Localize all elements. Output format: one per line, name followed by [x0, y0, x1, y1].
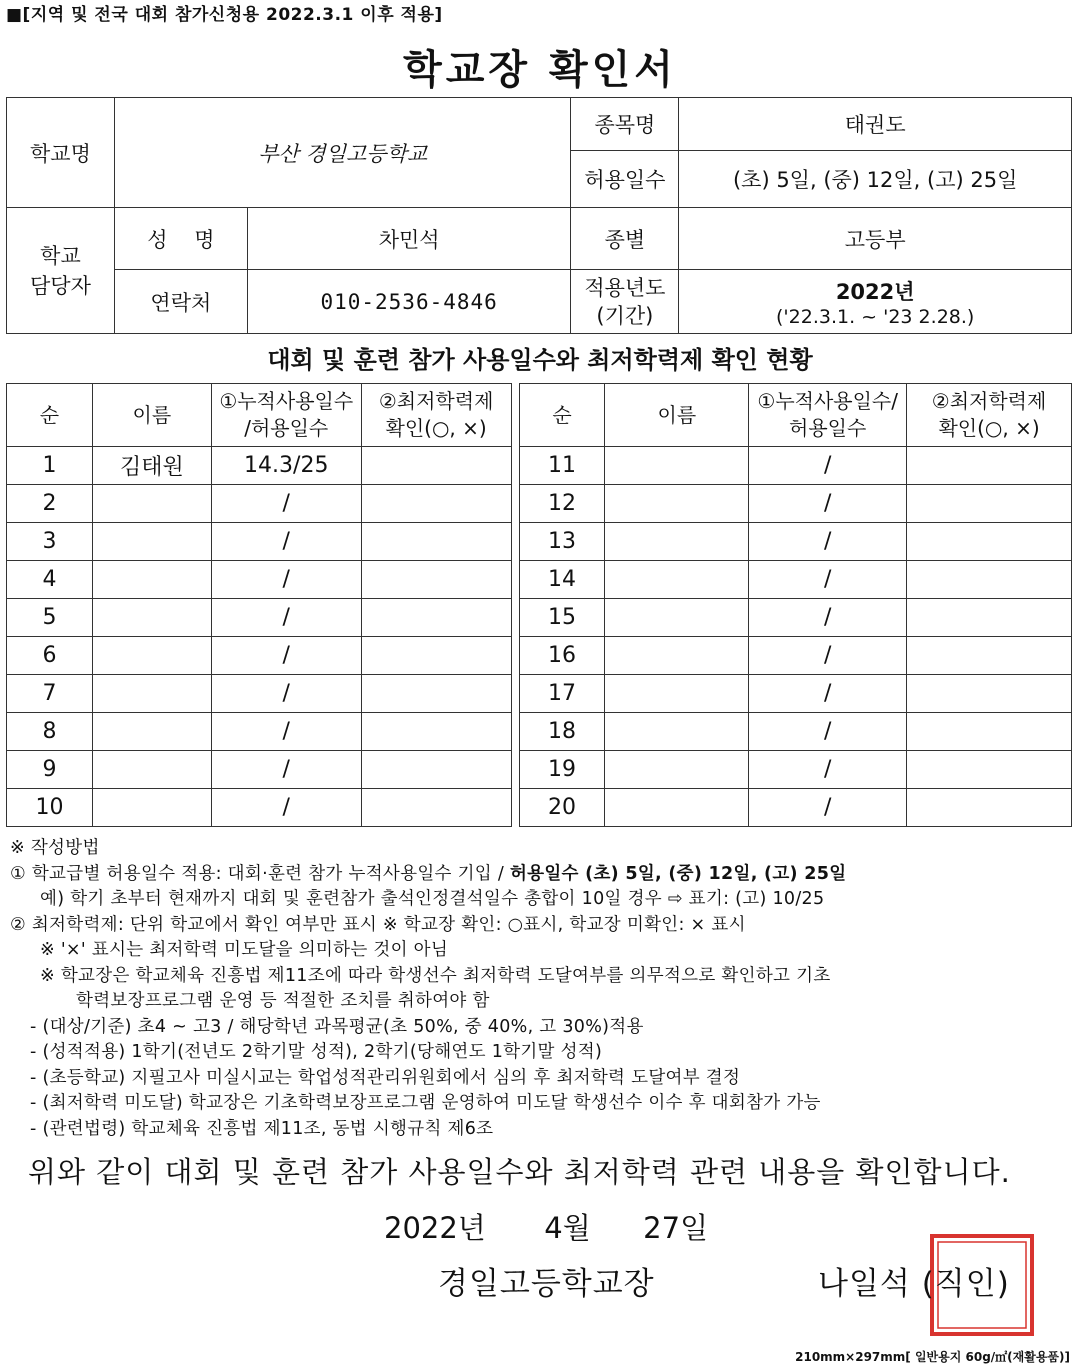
row-number-left: 6 [7, 637, 93, 675]
row-days-left: / [211, 523, 361, 561]
participant-table [6, 383, 1072, 827]
row-min-right [907, 789, 1072, 827]
school-info-table [6, 97, 1072, 334]
table-row [7, 751, 1072, 789]
row-name-right [605, 561, 749, 599]
detail-5: - (관련법령) 학교체육 진흥법 제11조, 동법 시행규칙 제6조 [30, 1118, 494, 1139]
row-name-left [92, 485, 211, 523]
row-number-left: 3 [7, 523, 93, 561]
row-name-right [605, 713, 749, 751]
table-gap [511, 561, 519, 599]
date-day: 27일 [643, 1211, 709, 1245]
date-month: 4월 [544, 1211, 591, 1245]
detail-3: - (초등학교) 지필고사 미실시교는 학업성적관리위원회에서 심의 후 최저학력 도달여부 결정 [30, 1067, 741, 1088]
table-gap [511, 599, 519, 637]
allowed-days-label: 허용일수 [571, 151, 679, 208]
row-min-right [907, 447, 1072, 485]
detail-2: - (성적적용) 1학기(전년도 2학기말 성적), 2학기(당해연도 1학기말 성적) [30, 1042, 603, 1062]
row-number-right: 15 [519, 599, 605, 637]
table-gap [511, 637, 519, 675]
note-2-a: ※ '×' 표시는 최저학력 미도달을 의미하는 것이 아님 [40, 940, 449, 960]
row-days-right: / [749, 713, 907, 751]
year-value: 2022년 [835, 279, 915, 304]
date-year: 2022년 [384, 1211, 486, 1245]
row-min-right [907, 561, 1072, 599]
row-name-left [92, 751, 211, 789]
issue-date [384, 1206, 708, 1247]
note-2-b2: 학력보장프로그램 운영 등 적절한 조치를 취하여야 함 [76, 991, 490, 1011]
status-subtitle: 대회 및 훈련 참가 사용일수와 최저학력제 확인 현황 [267, 346, 813, 374]
table-gap [511, 789, 519, 827]
table-row [7, 599, 1072, 637]
row-number-left: 1 [7, 447, 93, 485]
row-name-right [605, 599, 749, 637]
row-min-left [361, 447, 511, 485]
note-2-b: ※ 학교장은 학교체육 진흥법 제11조에 따라 학생선수 최저학력 도달여부를 의무적으로 확인하고 기초 [40, 965, 831, 986]
row-min-left [361, 751, 511, 789]
row-min-right [907, 485, 1072, 523]
paper-spec-footer: 210mm×297mm[ 일반용지 60g/㎡(재활용품)] [795, 1350, 1070, 1364]
note-2: ② 최저학력제: 단위 학교에서 확인 여부만 표시 ※ 학교장 확인: ○표시, 학교장 미확인: × 표시 [10, 914, 746, 935]
row-min-left [361, 675, 511, 713]
row-name-left [92, 713, 211, 751]
contact-value: 010-2536-4846 [247, 270, 571, 334]
row-number-right: 13 [519, 523, 605, 561]
row-number-left: 7 [7, 675, 93, 713]
principal-signature [818, 1258, 1010, 1303]
category-label: 종별 [571, 208, 679, 270]
row-name-left [92, 637, 211, 675]
row-name-left [92, 789, 211, 827]
header-name-right: 이름 [605, 384, 749, 447]
header-no-left: 순 [7, 384, 93, 447]
row-days-left: / [211, 713, 361, 751]
row-number-right: 14 [519, 561, 605, 599]
row-number-right: 16 [519, 637, 605, 675]
row-days-right: / [749, 751, 907, 789]
row-number-right: 11 [519, 447, 605, 485]
row-days-left: / [211, 485, 361, 523]
manager-name-value: 차민석 [247, 208, 571, 270]
row-days-right: / [749, 447, 907, 485]
table-header-row [7, 384, 1072, 447]
row-number-left: 9 [7, 751, 93, 789]
header-days-right: ①누적사용일수/ 허용일수 [749, 384, 907, 447]
notes-heading: ※ 작성방법 [10, 838, 100, 858]
row-number-right: 20 [519, 789, 605, 827]
row-days-right: / [749, 599, 907, 637]
table-row [7, 485, 1072, 523]
header-name-left: 이름 [92, 384, 211, 447]
table-gap [511, 485, 519, 523]
school-name-value: 부산 경일고등학교 [114, 98, 571, 208]
row-name-right [605, 485, 749, 523]
row-days-left: / [211, 599, 361, 637]
row-min-left [361, 561, 511, 599]
header-no-right: 순 [519, 384, 605, 447]
row-number-left: 8 [7, 713, 93, 751]
row-min-right [907, 675, 1072, 713]
row-name-right [605, 637, 749, 675]
header-min-right: ②최저학력제 확인(○, ×) [907, 384, 1072, 447]
row-name-right [605, 447, 749, 485]
sport-label: 종목명 [571, 98, 679, 151]
table-row [7, 637, 1072, 675]
principal-name: 나일석 [818, 1266, 911, 1302]
row-min-left [361, 713, 511, 751]
table-gap [511, 447, 519, 485]
row-days-left: 14.3/25 [211, 447, 361, 485]
allowed-days-value: (초) 5일, (중) 12일, (고) 25일 [679, 151, 1072, 208]
note-1-bold: 허용일수 (초) 5일, (중) 12일, (고) 25일 [509, 863, 847, 884]
row-days-right: / [749, 523, 907, 561]
table-row [7, 561, 1072, 599]
table-gap [511, 713, 519, 751]
school-name-label: 학교명 [7, 98, 115, 208]
row-min-left [361, 523, 511, 561]
row-days-right: / [749, 675, 907, 713]
row-name-left: 김태원 [92, 447, 211, 485]
table-gap [511, 523, 519, 561]
table-row [7, 789, 1072, 827]
header-days-left: ①누적사용일수 /허용일수 [211, 384, 361, 447]
row-name-left [92, 675, 211, 713]
row-min-right [907, 751, 1072, 789]
row-days-left: / [211, 561, 361, 599]
row-number-left: 5 [7, 599, 93, 637]
page-title: 학교장 확인서 [403, 47, 677, 93]
detail-4: - (최저학력 미도달) 학교장은 기초학력보장프로그램 운영하여 미도달 학생선수 이수 후 대회참가 가능 [30, 1093, 821, 1113]
school-manager-label: 학교 담당자 [7, 208, 115, 334]
row-number-right: 17 [519, 675, 605, 713]
year-cell [679, 270, 1072, 334]
row-name-right [605, 523, 749, 561]
category-value: 고등부 [679, 208, 1072, 270]
table-gap [511, 675, 519, 713]
row-name-right [605, 675, 749, 713]
row-min-right [907, 713, 1072, 751]
instructions [10, 836, 1070, 1142]
note-1-example: 예) 학기 초부터 현재까지 대회 및 훈련참가 출석인정결석일수 총합이 10일 경우 ⇨ 표기: (고) 10/25 [40, 889, 825, 909]
row-min-left [361, 637, 511, 675]
table-body [7, 447, 1072, 827]
row-days-left: / [211, 789, 361, 827]
row-name-left [92, 599, 211, 637]
row-number-left: 4 [7, 561, 93, 599]
year-period: ('22.3.1. ~ '23 2.28.) [776, 305, 975, 328]
detail-1: - (대상/기준) 초4 ~ 고3 / 해당학년 과목평균(초 50%, 중 40%, 고 30%)적용 [30, 1016, 644, 1037]
manager-name-label: 성 명 [114, 208, 247, 270]
row-min-right [907, 637, 1072, 675]
table-row [7, 523, 1072, 561]
row-days-right: / [749, 485, 907, 523]
row-name-left [92, 523, 211, 561]
row-min-right [907, 599, 1072, 637]
table-row [7, 675, 1072, 713]
row-days-right: / [749, 789, 907, 827]
form-usage-note: ■[지역 및 전국 대회 참가신청용 2022.3.1 이후 적용] [6, 5, 443, 25]
row-min-left [361, 485, 511, 523]
school-principal-title: 경일고등학교장 [438, 1266, 655, 1302]
seal-label: (직인) [921, 1266, 1010, 1302]
row-number-right: 12 [519, 485, 605, 523]
note-1 [10, 862, 1070, 888]
sport-value: 태권도 [679, 98, 1072, 151]
row-days-right: / [749, 561, 907, 599]
row-min-left [361, 789, 511, 827]
row-days-right: / [749, 637, 907, 675]
row-number-right: 18 [519, 713, 605, 751]
row-number-left: 2 [7, 485, 93, 523]
row-min-right [907, 523, 1072, 561]
contact-label: 연락처 [114, 270, 247, 334]
table-gap [511, 384, 519, 447]
row-days-left: / [211, 751, 361, 789]
year-label: 적용년도 (기간) [571, 270, 679, 334]
row-name-right [605, 789, 749, 827]
row-name-right [605, 751, 749, 789]
table-row [7, 713, 1072, 751]
note-1-text: ① 학교급별 허용일수 적용: 대회·훈련 참가 누적사용일수 기입 / [10, 863, 510, 884]
row-name-left [92, 561, 211, 599]
confirmation-statement: 위와 같이 대회 및 훈련 참가 사용일수와 최저학력 관련 내용을 확인합니다. [28, 1155, 1011, 1189]
header-min-left: ②최저학력제 확인(○, ×) [361, 384, 511, 447]
row-number-left: 10 [7, 789, 93, 827]
row-days-left: / [211, 675, 361, 713]
row-days-left: / [211, 637, 361, 675]
table-row [7, 447, 1072, 485]
table-gap [511, 751, 519, 789]
row-min-left [361, 599, 511, 637]
row-number-right: 19 [519, 751, 605, 789]
